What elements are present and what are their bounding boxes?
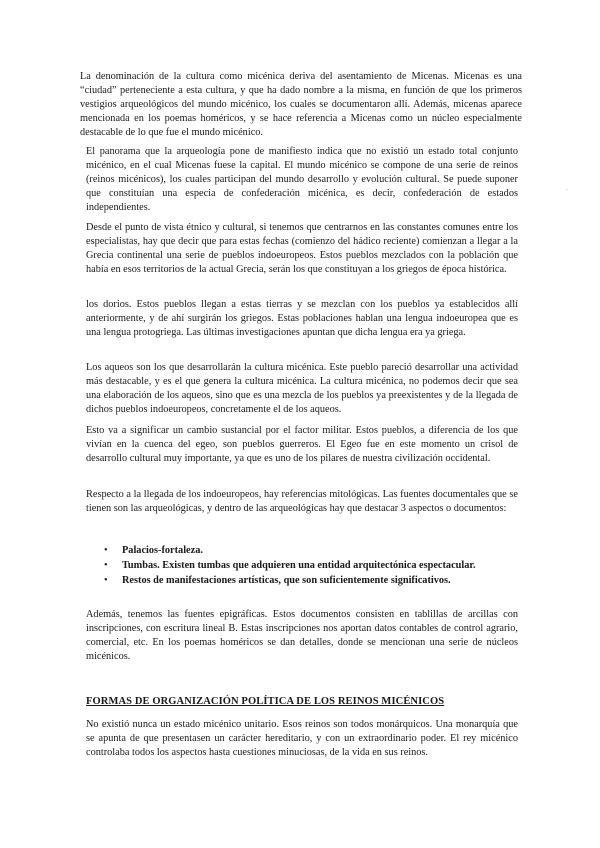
paragraph-los-aqueos: Los aqueos son los que desarrollarán la cultura micénica. Este pueblo pareció desarrollar una actividad más destacable, y es el que genera la cultura micénica. La cultura micénica, no podemos decir que sea una elaboración de los aqueos, sino que es una mezcla de los pueblos ya preexistentes y de la llegada de dichos pueblos indoeuropeos, concretamente el de los aqueos. [86,362,518,415]
list-item [104,573,524,588]
stray-mark: . [566,184,568,192]
paragraph-punto-de-vista-etnico: Desde el punto de vista étnico y cultural, si tenemos que centrarnos en las constantes comunes entre los especialistas, hay que decir que para estas fechas (comienzo del hádico reciente) comienzan a llegar a la Grecia continental una serie de pueblos indoeuropeos. Estos pueblos mezclados con la población que había en esos territorios de la actual Grecia, serán los que constituyan a los griegos de época histórica. [86,222,518,275]
bullet-icon: • [104,545,108,556]
paragraph-micenas-denominacion: La denominación de la cultura como micénica deriva del asentamiento de Micenas. Micenas es una “ciudad” perteneciente a esta cultura, y que ha dado nombre a la misma, en función de que los primeros vestigios arqueológicos del mundo micénico, los cuales se documentaron allí. Además, micenas aparece mencionada en los poemas homéricos, y se hace referencia a Micenas como un núcleo especialmente destacable de lo que fue el mundo micénico. [80,71,522,138]
paragraph-los-dorios: los dorios. Estos pueblos llegan a estas tierras y se mezclan con los pueblos ya establecidos allí anteriormente, y de ahí surgirán los griegos. Estas poblaciones hablan una lengua indoeuropea que es una lengua protogriega. Las últimas investigaciones apuntan que dicha lengua era ya griega. [86,299,518,338]
bullet-icon: • [104,575,108,586]
paragraph-factor-militar: Esto va a significar un cambio sustancial por el factor militar. Estos pueblos, a diferencia de los que vivían en la cuenca del egeo, son pueblos guerreros. El Egeo fue en este momento un crisol de desarrollo cultural muy importante, ya que es uno de los pilares de nuestra civilización occidental. [86,425,518,464]
section-heading: FORMAS DE ORGANIZACIÓN POLÍTICA DE LOS REINOS MICÉNICOS [86,696,445,707]
list-item-text: Restos de manifestaciones artísticas, que son suficientemente significativos. [122,575,451,586]
list-item [104,543,524,558]
paragraph-indoeuropeos-fuentes: Respecto a la llegada de los indoeuropeos, hay referencias mitológicas. Las fuentes documentales que se tienen son las arqueológicas, y dentro de las arqueológicas hay que destacar 3 aspectos o documentos: [86,489,518,514]
list-item-text: Tumbas. Existen tumbas que adquieren una entidad arquitectónica espectacular. [122,560,476,571]
bullet-icon: • [104,560,108,571]
list-item-text: Palacios-fortaleza. [122,545,203,556]
archaeological-aspects-list [104,543,524,588]
paragraph-estado-micenico: No existió nunca un estado micénico unitario. Esos reinos son todos monárquicos. Una monarquía que se apunta de que presentasen un carácter hereditario, y con un extraordinario poder. El rey micénico controlaba todos los aspectos hasta cuestiones minuciosas, de la vida en sus reinos. [86,719,518,758]
paragraph-fuentes-epigraficas: Además, tenemos las fuentes epigráficas. Estos documentos consisten en tablillas de arcillas con inscripciones, con escritura lineal B. Estas inscripciones nos aportan datos contables de control agrario, comercial, etc. En los poemas homéricos se dan detalles, donde se mencionan una serie de núcleos micénicos. [86,609,518,662]
list-item [104,558,524,573]
paragraph-panorama-arqueologia: El panorama que la arqueología pone de manifiesto indica que no existió un estado total conjunto micénico, en el cual Micenas fuese la capital. El mundo micénico se compone de una serie de reinos (reinos micénicos), los cuales participan del mundo desarrollo y evolución cultural. Se puede suponer que constituían una especia de confederación micénica, es decir, confederación de estados independientes. [86,146,518,213]
